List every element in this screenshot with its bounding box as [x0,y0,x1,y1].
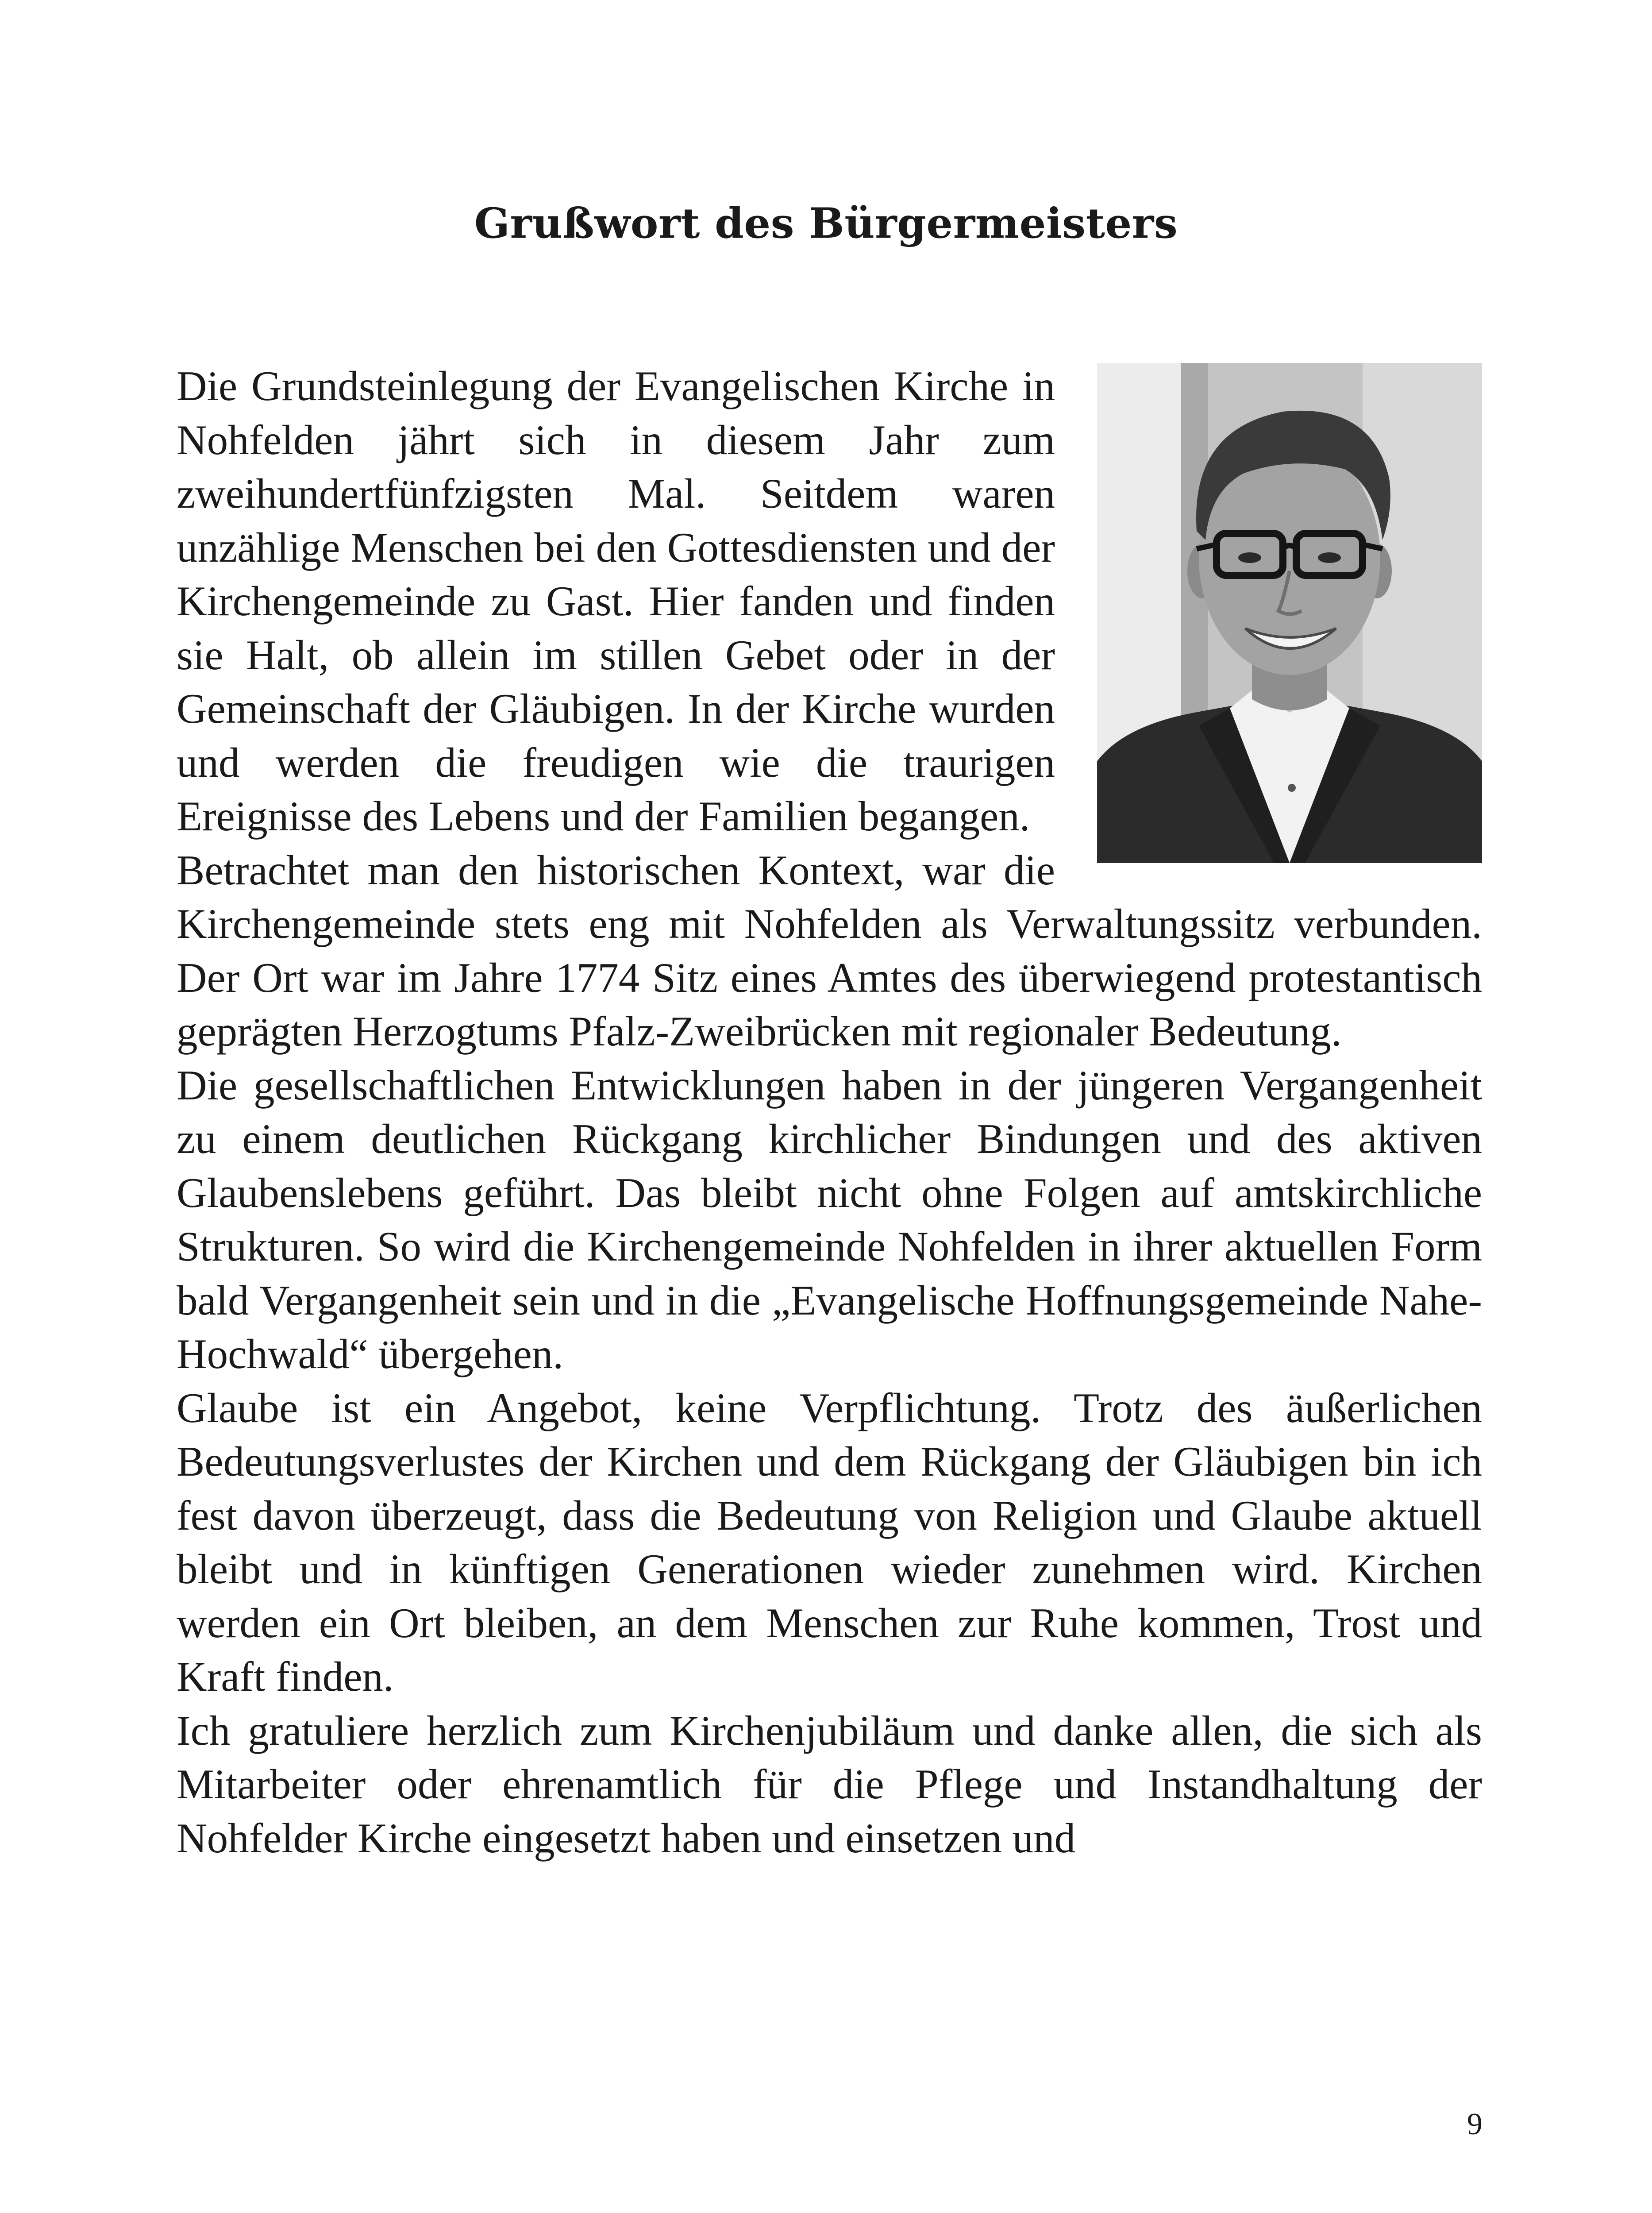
portrait-photo [1097,363,1482,863]
paragraph-1: Die Grundsteinlegung der Evangelischen Kirche in Nohfelden jährt sich in diesem Jahr zum zweihundertfünfzigsten Mal. Seitdem waren unzählige Menschen bei den Gottesdiensten und der Kirchengemeinde zu Gast. Hier fanden und finden sie Halt, ob allein im stillen Gebet oder in der Gemeinschaft der Gläubigen. In der Kirche wurden und werden die freudigen wie die traurigen Ereignisse des Lebens und der Familien begangen. [177,362,1055,840]
paragraph-3: Die gesellschaftlichen Entwicklungen haben in der jüngeren Vergangenheit zu einem deutlichen Rückgang kirchlicher Bindungen und des aktiven Glaubenslebens geführt. Das bleibt nicht ohne Folgen auf amtskirchliche Strukturen. So wird die Kirchengemeinde Nohfelden in ihrer aktuellen Form bald Vergangenheit sein und in die „Evangelische Hoffnungsgemeinde Nahe-Hochwald“ übergehen. [177,1061,1482,1377]
paragraph-2: Betrachtet man den historischen Kontext, war die Kirchengemeinde stets eng mit Nohfelden als Verwaltungssitz verbunden. Der Ort war im Jahre 1774 Sitz eines Amtes des überwiegend protestantisch geprägten Herzogtums Pfalz-Zweibrücken mit regionaler Bedeutung. [177,846,1482,1055]
paragraph-4: Glaube ist ein Angebot, keine Verpflichtung. Trotz des äußerlichen Bedeutungsverlustes der Kirchen und dem Rückgang der Gläubigen bin ich fest davon überzeugt, dass die Bedeutung von Religion und Glaube aktuell bleibt und in künftigen Generationen wieder zunehmen wird. Kirchen werden ein Ort bleiben, an dem Menschen zur Ruhe kommen, Trost und Kraft finden. [177,1384,1482,1700]
page-title: Grußwort des Bürgermeisters [474,199,1178,248]
page-number: 9 [1467,2107,1483,2141]
portrait-illustration [1097,363,1482,863]
paragraph-5: Ich gratuliere herzlich zum Kirchenjubiläum und danke allen, die sich als Mitarbeiter oder ehrenamtlich für die Pflege und Instandhaltung der Nohfelder Kirche eingesetzt haben und einsetzen und [177,1707,1482,1862]
body-text [177,359,1482,1865]
